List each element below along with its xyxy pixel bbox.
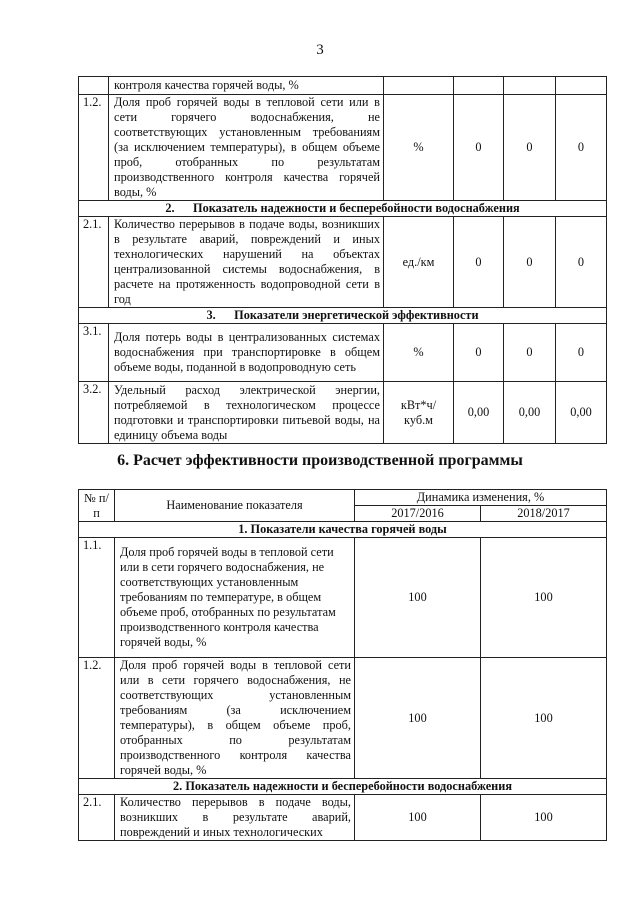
value-cell: 0 [504, 95, 556, 201]
value-cell: 100 [355, 658, 481, 779]
row-number: 1.1. [79, 538, 115, 658]
table-row [79, 217, 607, 308]
indicator-description: Доля проб горячей воды в тепловой сети или в сети горячего водоснабжения, не соответствующих установленным требованиям (за исключением температуры), в общем объеме проб, отобранных по результатам производственного контроля качества горячей воды, % [115, 658, 355, 779]
header-indicator-name: Наименование показателя [115, 490, 355, 522]
indicator-description: Удельный расход электрической энергии, потребляемой в технологическом процессе подготовки и транспортировки питьевой воды, на единицу объема воды [109, 382, 384, 444]
indicator-description: контроля качества горячей воды, % [109, 77, 384, 95]
value-cell: 0,00 [556, 382, 607, 444]
value-cell: 100 [481, 538, 607, 658]
row-number: 3.1. [79, 324, 109, 382]
unit-cell: % [384, 95, 454, 201]
value-cell: 100 [481, 795, 607, 841]
value-cell: 0,00 [454, 382, 504, 444]
value-cell: 0 [556, 217, 607, 308]
indicator-description: Количество перерывов в подаче воды, возникших в результате аварий, повреждений и иных технологических нарушений на объектах централизованной системы водоснабжения, в расчете на протяженность водопроводной сети в год [109, 217, 384, 308]
row-number: 3.2. [79, 382, 109, 444]
unit-cell: % [384, 324, 454, 382]
section-row [79, 201, 607, 217]
header-period-2: 2018/2017 [481, 506, 607, 522]
table-row [79, 77, 607, 95]
table-row [79, 658, 607, 779]
table-row [79, 324, 607, 382]
section-row [79, 522, 607, 538]
value-cell: 100 [355, 795, 481, 841]
value-cell: 0 [556, 95, 607, 201]
table-row [79, 382, 607, 444]
unit-cell: кВт*ч/ куб.м [384, 382, 454, 444]
value-cell: 0 [504, 324, 556, 382]
table-row [79, 95, 607, 201]
section-heading: 2. Показатель надежности и бесперебойности водоснабжения [79, 201, 607, 217]
indicators-table [78, 76, 607, 444]
unit-cell: ед./км [384, 217, 454, 308]
value-cell: 0 [504, 217, 556, 308]
value-cell: 100 [355, 538, 481, 658]
value-cell: 100 [481, 658, 607, 779]
indicator-description: Количество перерывов в подаче воды, возникших в результате аварий, повреждений и иных технологических [115, 795, 355, 841]
row-number: 1.2. [79, 658, 115, 779]
table-row [79, 538, 607, 658]
value-cell: 0 [454, 324, 504, 382]
section-row [79, 779, 607, 795]
indicator-description: Доля потерь воды в централизованных системах водоснабжения при транспортировке в общем объеме воды, поданной в водопроводную сеть [109, 324, 384, 382]
row-number: 2.1. [79, 795, 115, 841]
header-period-1: 2017/2016 [355, 506, 481, 522]
header-number: № п/п [79, 490, 115, 522]
section-row [79, 308, 607, 324]
value-cell: 0,00 [504, 382, 556, 444]
section-6-heading: 6. Расчет эффективности производственной программы [117, 452, 523, 469]
table-row [79, 795, 607, 841]
row-number: 2.1. [79, 217, 109, 308]
row-number [79, 77, 109, 95]
page-number: 3 [316, 42, 324, 58]
efficiency-table [78, 489, 607, 841]
row-number: 1.2. [79, 95, 109, 201]
header-row [79, 490, 607, 506]
value-cell: 0 [454, 95, 504, 201]
indicator-description: Доля проб горячей воды в тепловой сети или в сети горячего водоснабжения, не соответствующих установленным требованиям по температуре, в общем объеме проб, отобранных по результатам производственного контроля качества горячей воды, % [115, 538, 355, 658]
value-cell: 0 [556, 324, 607, 382]
section-heading: 3. Показатели энергетической эффективности [79, 308, 607, 324]
section-heading: 2. Показатель надежности и бесперебойности водоснабжения [79, 779, 607, 795]
indicator-description: Доля проб горячей воды в тепловой сети или в сети горячего водоснабжения, не соответствующих установленным требованиям (за исключением температуры), в общем объеме проб, отобранных по результатам производственного контроля качества горячей воды, % [109, 95, 384, 201]
value-cell: 0 [454, 217, 504, 308]
section-heading: 1. Показатели качества горячей воды [79, 522, 607, 538]
header-dynamics: Динамика изменения, % [355, 490, 607, 506]
